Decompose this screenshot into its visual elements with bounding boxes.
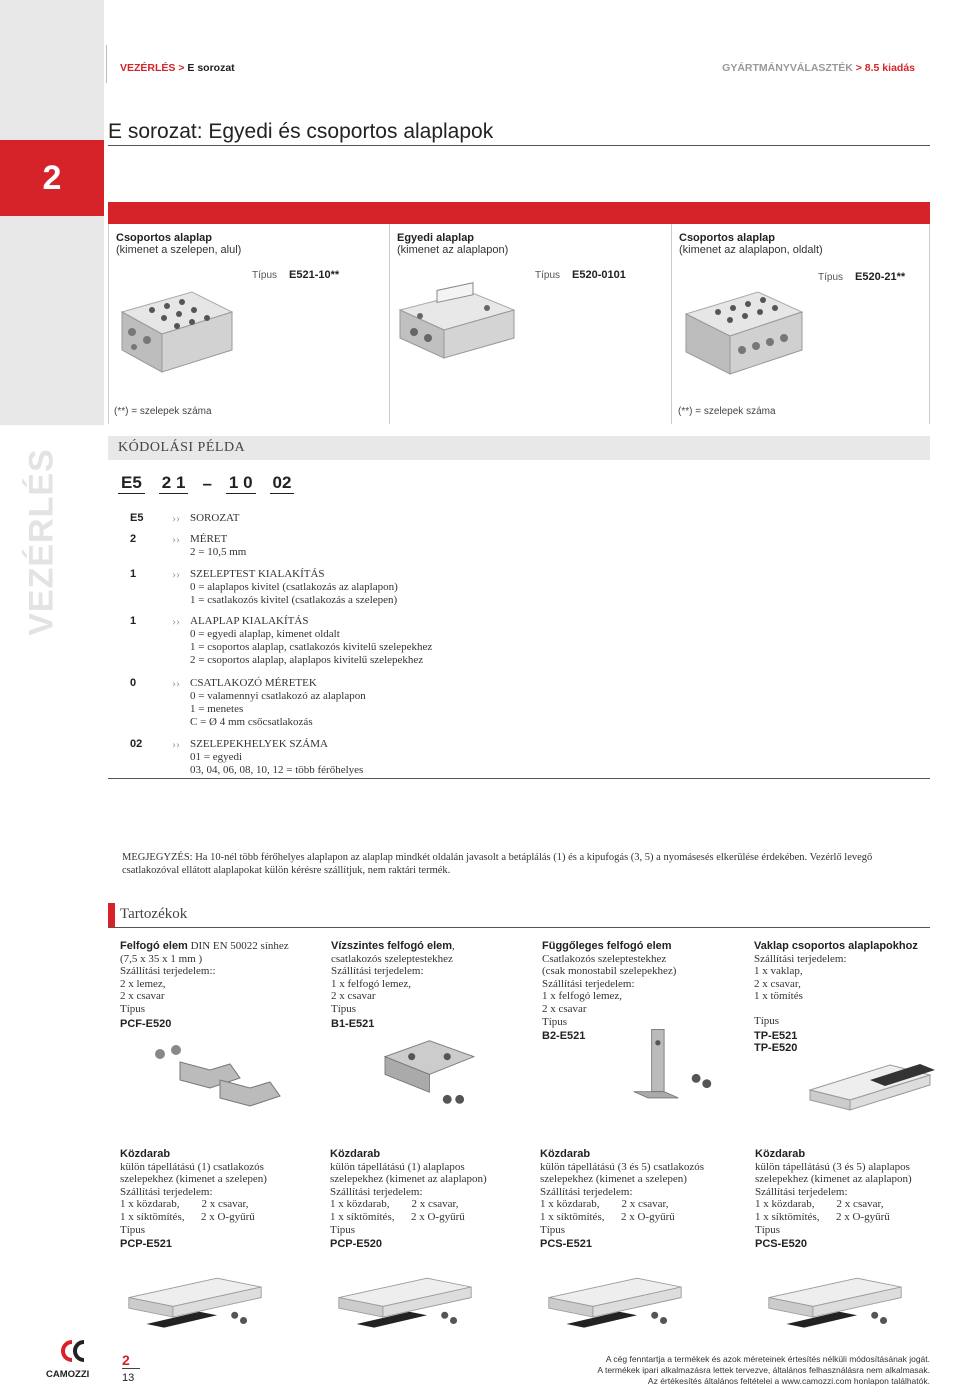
accessory-item: Közdarab külön tápellátású (1) csatlakozós szelepekhez (kimenet a szelepen) Szállítási terjedelem: 1 x közdarab, 2 x csavar, 1 x síktömítés, 2 x O-gyűrű Típus PCP-E521 (120, 1148, 320, 1251)
accessory-code: B1-E521 (331, 1017, 375, 1030)
spacer-image (120, 1262, 270, 1342)
accessory-item: Vaklap csoportos alaplapokhoz Szállítási terjedelem: 1 x vaklap, 2 x csavar, 1 x tömítés Típus TP-E521 TP-E520 (754, 940, 954, 1055)
product-card (679, 232, 823, 256)
accessory-item: Függőleges felfogó elem Csatlakozós szeleptestekhez (csak monostabil szelepekhez) Szállítási terjedelem: 1 x felfogó lemez, 2 x csavar Típus B2-E521 (542, 940, 742, 1043)
coding-divider (108, 778, 930, 779)
accessory-item: Közdarab külön tápellátású (1) alaplapos szelepekhez (kimenet az alaplapon) Szállítási terjedelem: 1 x közdarab, 2 x csavar, 1 x síktömítés, 2 x O-gyűrű Típus PCP-E520 (330, 1148, 530, 1251)
accessory-code: PCP-E521 (120, 1238, 172, 1251)
product-card (116, 232, 241, 256)
product-code: E520-0101 (572, 269, 626, 281)
footer-chapter: 2 (122, 1352, 130, 1368)
code-row: 02 ›› SZELEPEKHELYEK SZÁMA 01 = egyedi 03, 04, 06, 08, 10, 12 = több férőhelyes (130, 737, 364, 776)
accessory-item: Közdarab külön tápellátású (3 és 5) alaplapos szelepekhez (kimenet az alaplapon) Szállítási terjedelem: 1 x közdarab, 2 x csavar, 1 x síktömítés, 2 x O-gyűrű Típus PCS-E520 (755, 1148, 955, 1251)
product-note: (**) = szelepek száma (114, 406, 212, 417)
code-part: 2 1 (159, 473, 189, 494)
accessory-code: B2-E521 (542, 1030, 586, 1043)
product-subtitle: (kimenet az alaplapon) (397, 244, 509, 256)
blanking-plate-image (800, 1050, 950, 1130)
code-row: 1 ›› ALAPLAP KIALAKÍTÁS 0 = egyedi alaplap, kimenet oldalt 1 = csoportos alaplap, csatlakozós kivitelű szelepekhez 2 = csoportos alaplap, alaplapos kivitelű szelepekhez (130, 614, 433, 666)
breadcrumb: VEZÉRLÉS > E sorozat (120, 62, 235, 74)
code-row: 0 ›› CSATLAKOZÓ MÉRETEK 0 = valamennyi csatlakozó az alaplapon 1 = menetes C = Ø 4 mm csőcsatlakozás (130, 676, 366, 728)
code-row: 2 ›› MÉRET 2 = 10,5 mm (130, 532, 247, 558)
manifold-block-image (112, 282, 242, 382)
spacer-image (330, 1262, 480, 1342)
code-dash: – (202, 474, 212, 493)
accessory-code: TP-E521 (754, 1029, 798, 1042)
panel-border (389, 224, 390, 424)
accessories-title: Tartozékok (120, 906, 188, 922)
disclaimer: A cég fenntartja a termékek és azok méreteinek értesítés nélküli módosításának jogát. A termékek ipari alkalmazásra lettek tervezve, általános felhasználásra nem alkalmasak. Az értékesítés általános feltételei a www.camozzi.com honlapon találhatók. (597, 1354, 930, 1386)
page-number: 13 (122, 1372, 135, 1384)
code-example (118, 468, 294, 494)
product-subtitle: (kimenet a szelepen, alul) (116, 244, 242, 256)
product-subtitle: (kimenet az alaplapon, oldalt) (679, 244, 823, 256)
product-card (397, 232, 508, 256)
code-part: 02 (270, 473, 295, 494)
product-code: E521-10** (289, 269, 340, 281)
din-rail-clip-image (140, 1040, 290, 1120)
panel-border (671, 224, 672, 424)
logo-mark-icon (58, 1340, 88, 1362)
remark-text: MEGJEGYZÉS: Ha 10-nél több férőhelyes alaplapon az alaplap mindkét oldalán javasolt a betáplálás (1) és a kipufogás (3, 5) a nyomásesés elkerülése érdekében. Vezérlő levegő csatlakozóval ellátott alaplapokat külön kérésre szállítjuk, nem raktári termék. (122, 852, 873, 876)
page-title: E sorozat: Egyedi és csoportos alaplapok (108, 120, 494, 143)
accessory-code: PCP-E520 (330, 1238, 382, 1251)
edition-label: GYÁRTMÁNYVÁLASZTÉK > 8.5 kiadás (722, 62, 915, 74)
camozzi-logo: CAMOZZI (44, 1340, 100, 1380)
manifold-side-outlet-image (678, 282, 808, 382)
product-note: (**) = szelepek száma (678, 406, 776, 417)
vertical-clip-image (590, 1025, 740, 1105)
product-code: E520-21** (855, 271, 906, 283)
coding-example-header: KÓDOLÁSI PÉLDA (108, 436, 930, 460)
breadcrumb-current: E sorozat (187, 62, 235, 74)
accessory-item: Felfogó elem DIN EN 50022 sínhez (7,5 x 35 x 1 mm ) Szállítási terjedelem:: 2 x lemez, 2 x csavar Típus PCF-E520 (120, 940, 320, 1030)
breadcrumb-section[interactable]: VEZÉRLÉS (120, 62, 176, 74)
accessory-code: TP-E520 (754, 1042, 798, 1055)
code-part: 1 0 (226, 473, 256, 494)
single-subbase-image (392, 280, 522, 380)
accessories-divider (108, 927, 930, 928)
code-row: E5 ›› SOROZAT (130, 511, 240, 525)
product-type-row: Típus E520-21** (818, 271, 906, 283)
product-panel-header (108, 202, 930, 224)
spacer-image (540, 1262, 690, 1342)
accessories-marker (108, 903, 115, 927)
accessory-item: Vízszintes felfogó elem, csatlakozós szeleptestekhez Szállítási terjedelem: 1 x felfogó lemez, 2 x csavar Típus B1-E521 (331, 940, 531, 1030)
code-part: E5 (118, 473, 145, 494)
product-title: Csoportos alaplap (116, 232, 212, 244)
spacer-image (760, 1262, 910, 1342)
accessory-item: Közdarab külön tápellátású (3 és 5) csatlakozós szelepekhez (kimenet a szelepen) Szállítási terjedelem: 1 x közdarab, 2 x csavar, 1 x síktömítés, 2 x O-gyűrű Típus PCS-E521 (540, 1148, 740, 1251)
accessory-code: PCS-E520 (755, 1238, 807, 1251)
panel-border (108, 224, 109, 424)
product-title: Egyedi alaplap (397, 232, 475, 244)
panel-border (929, 224, 930, 424)
accessory-code: PCS-E521 (540, 1238, 592, 1251)
header-divider (106, 45, 107, 83)
product-type-row: Típus E521-10** (252, 269, 340, 281)
accessory-code: PCF-E520 (120, 1017, 172, 1030)
code-row: 1 ›› SZELEPTEST KIALAKÍTÁS 0 = alaplapos kivitel (csatlakozás az alaplapon) 1 = csatlakozós kivitel (csatlakozás a szelepen) (130, 567, 398, 606)
chapter-number: 2 (0, 140, 104, 216)
product-title: Csoportos alaplap (679, 232, 775, 244)
product-type-row: Típus E520-0101 (535, 269, 626, 281)
side-section-label: VEZÉRLÉS (22, 448, 61, 636)
title-divider (108, 145, 930, 146)
footer-divider (122, 1368, 140, 1369)
horizontal-clip-image (350, 1030, 500, 1110)
